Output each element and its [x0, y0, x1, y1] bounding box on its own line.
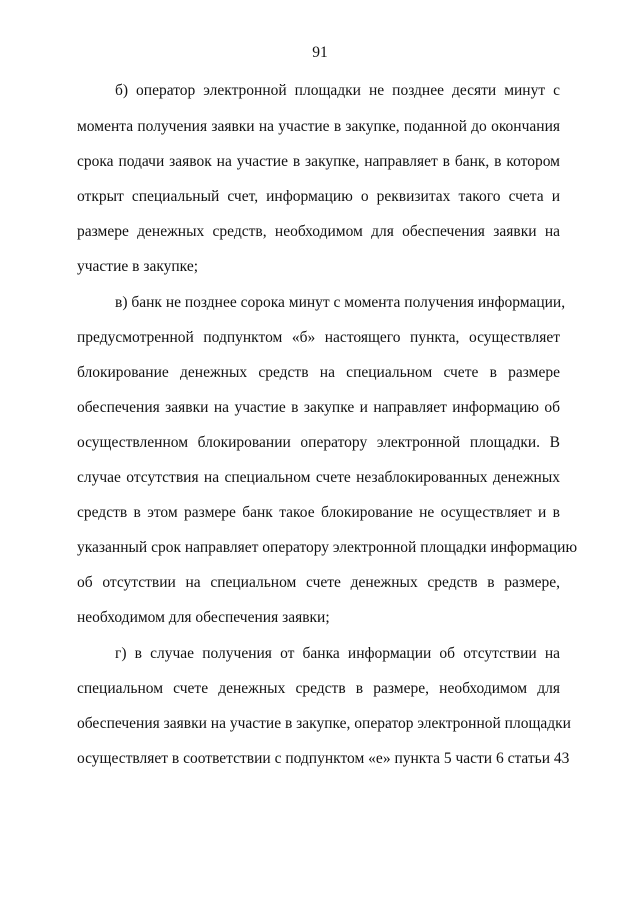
paragraph-b-line: момента получения заявки на участие в закупке, поданной до окончания [77, 118, 560, 135]
page-number: 91 [312, 44, 328, 61]
paragraph-v-line: осуществленном блокировании оператору электронной площадки. В [77, 434, 560, 451]
paragraph-v-line: указанный срок направляет оператору электронной площадки информацию [77, 539, 578, 556]
paragraph-g-line: специальном счете денежных средств в размере, необходимом для [77, 680, 560, 697]
paragraph-b-line: открыт специальный счет, информацию о реквизитах такого счета и [77, 188, 560, 205]
paragraph-v-line: необходимом для обеспечения заявки; [77, 609, 330, 626]
paragraph-b-line: б) оператор электронной площадки не позднее десяти минут с [115, 82, 560, 99]
paragraph-v-line: об отсутствии на специальном счете денежных средств в размере, [77, 574, 560, 591]
paragraph-g-line: осуществляет в соответствии с подпунктом «е» пункта 5 части 6 статьи 43 [77, 750, 570, 767]
paragraph-v-line: случае отсутствия на специальном счете незаблокированных денежных [77, 469, 560, 486]
paragraph-b-line: участие в закупке; [77, 258, 199, 275]
paragraph-v-line: средств в этом размере банк такое блокирование не осуществляет и в [77, 504, 560, 521]
paragraph-g-line: г) в случае получения от банка информации об отсутствии на [115, 645, 560, 662]
paragraph-v-line: блокирование денежных средств на специальном счете в размере [77, 364, 560, 381]
paragraph-v-line: обеспечения заявки на участие в закупке и направляет информацию об [77, 399, 560, 416]
paragraph-b-line: срока подачи заявок на участие в закупке, направляет в банк, в котором [77, 153, 560, 170]
paragraph-b-line: размере денежных средств, необходимом для обеспечения заявки на [77, 223, 560, 240]
paragraph-g-line: обеспечения заявки на участие в закупке, оператор электронной площадки [77, 715, 571, 732]
paragraph-v-line: предусмотренной подпунктом «б» настоящего пункта, осуществляет [77, 329, 560, 346]
paragraph-v-line: в) банк не позднее сорока минут с момента получения информации, [115, 294, 566, 311]
